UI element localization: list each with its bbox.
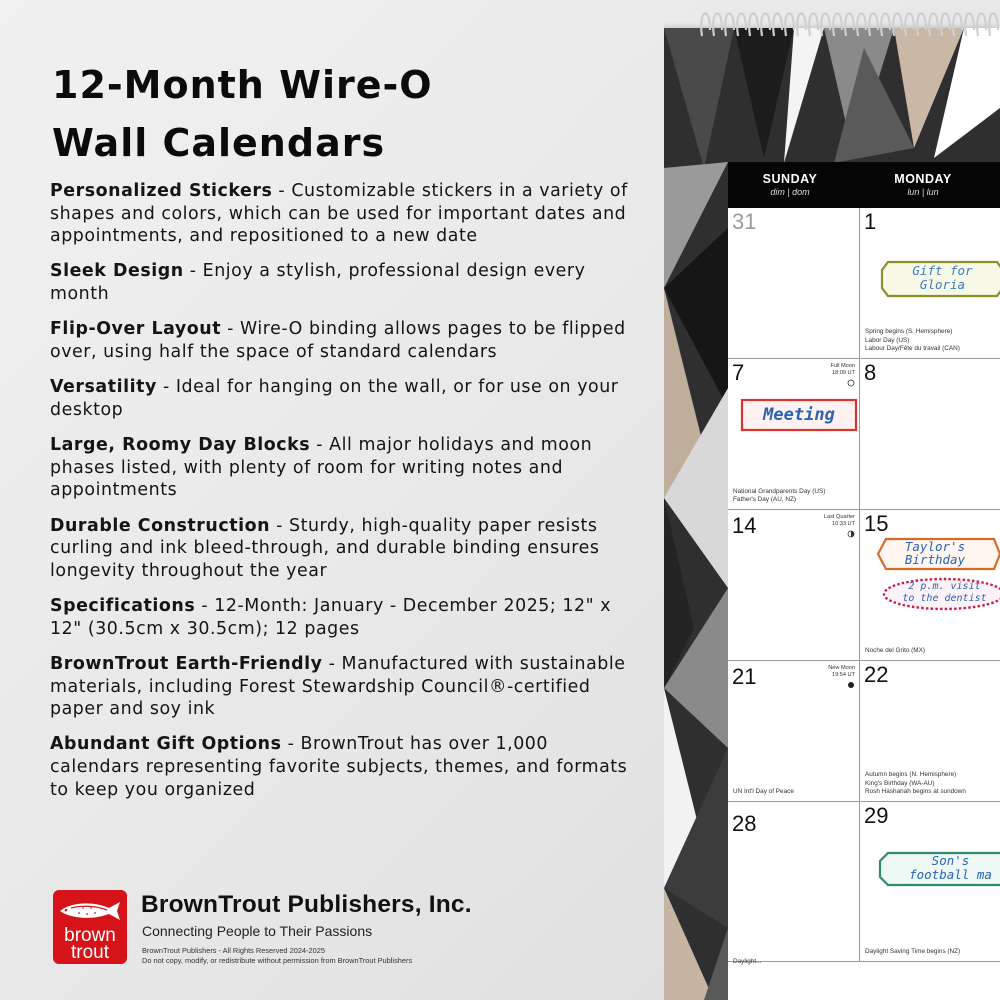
holiday-text: Daylight Saving Time begins (NZ) <box>865 948 961 956</box>
day-number: 21 <box>732 664 757 689</box>
feature-text: - Customizable stickers in a variety of shapes and colors, which can be used for important dates and appointments, and repositioned to a new date <box>50 181 628 247</box>
holiday-text: National Grandparents Day (US) <box>733 487 826 495</box>
sticker-meeting[interactable] <box>740 397 858 433</box>
day-cell <box>860 359 1000 510</box>
holiday-text: King's Birthday (WA-AU) <box>865 779 935 787</box>
day-number: 22 <box>864 662 889 687</box>
weekday-name: MONDAY <box>894 172 952 186</box>
day-number: 8 <box>864 360 877 385</box>
holiday-text: UN Int'l Day of Peace <box>733 788 794 796</box>
day-cell <box>860 208 1000 359</box>
sticker-text-line: Taylor's <box>904 539 966 554</box>
feature-text: - Enjoy a stylish, professional design every month <box>50 261 586 305</box>
day-number: 15 <box>864 511 889 536</box>
sticker-text-line: 2 p.m. visit <box>908 581 981 592</box>
feature-name: Durable Construction <box>50 515 271 536</box>
moon-phase-time: 10:33 UT <box>831 521 855 527</box>
day-cell <box>860 661 1000 802</box>
sticker-text-line: football ma <box>909 867 992 882</box>
feature-item <box>50 515 635 583</box>
sticker-text-line: Son's <box>931 853 970 868</box>
moon-phase-time: 18:09 UT <box>831 370 855 376</box>
publisher-name: BrownTrout Publishers, Inc. <box>141 891 472 918</box>
day-cell <box>728 661 860 802</box>
holiday-list <box>865 771 993 797</box>
holiday-text: Rosh Hashanah begins at sundown <box>865 788 966 796</box>
sticker-text-line: to the dentist <box>902 593 987 604</box>
feature-item <box>50 180 635 248</box>
legal-line-2: Do not copy, modify, or redistribute without permission from BrownTrout Publishers <box>142 956 413 965</box>
holiday-list <box>865 948 993 957</box>
sticker-gift[interactable] <box>880 258 1000 300</box>
weekday-monday <box>858 172 988 198</box>
holiday-list <box>733 488 861 505</box>
day-cell <box>728 510 860 661</box>
moon-phase-name: New Moon <box>828 665 855 671</box>
day-cell <box>860 802 1000 962</box>
feature-item <box>50 733 635 801</box>
day-cell <box>728 208 860 359</box>
sticker-text-line: Birthday <box>904 552 966 567</box>
full-moon-icon <box>847 379 855 387</box>
holiday-list <box>865 328 993 354</box>
feature-item <box>50 376 635 421</box>
feature-text: - Manufactured with sustainable materials, including Forest Stewardship Council®-certified paper and soy ink <box>50 653 626 720</box>
sticker-football[interactable] <box>878 850 1000 888</box>
holiday-text: Father's Day (AU, NZ) <box>733 496 797 504</box>
feature-name: Flip-Over Layout <box>50 319 222 340</box>
holiday-list <box>865 647 993 656</box>
moon-phase-time: 19:54 UT <box>831 672 855 678</box>
sticker-text-line: Meeting <box>763 405 835 425</box>
day-number: 7 <box>732 360 745 385</box>
feature-text: - 12-Month: January - December 2025; 12" x 12" (30.5cm x 30.5cm); 12 pages <box>50 596 612 639</box>
wire-o-binding <box>694 0 1000 40</box>
title-line-2: Wall Calendars <box>52 121 386 165</box>
calendar-grid <box>728 162 1000 1000</box>
feature-item <box>50 260 635 305</box>
holiday-text: Labor Day (US) <box>865 336 910 344</box>
sticker-text-line: Gift for <box>912 263 973 278</box>
day-cell <box>728 359 860 510</box>
publisher-legal <box>142 946 412 966</box>
moon-phase-name: Last Quarter <box>823 514 855 520</box>
moon-phase-label <box>830 363 855 377</box>
feature-name: Specifications <box>50 596 196 617</box>
last-quarter-moon-icon <box>847 530 855 538</box>
page-title <box>52 56 612 172</box>
day-cell <box>728 802 860 966</box>
sticker-dentist[interactable] <box>882 576 1000 612</box>
day-number: 28 <box>732 811 757 836</box>
weekday-header <box>728 162 1000 208</box>
moon-phase-label <box>824 514 855 528</box>
calendar-product-image <box>664 0 1000 1000</box>
feature-text: - All major holidays and moon phases listed, with plenty of room for writing notes and appointments <box>50 435 593 501</box>
feature-text: - Wire-O binding allows pages to be flipped over, using half the space of standard calendars <box>50 319 626 362</box>
moon-phase-label <box>828 665 855 679</box>
holiday-text: Spring begins (S. Hemisphere) <box>865 328 953 336</box>
feature-item <box>50 434 635 502</box>
holiday-text: Daylight... <box>733 958 762 966</box>
logo-text-brown: brown <box>64 925 116 946</box>
publisher-block <box>53 890 633 970</box>
weekday-translation: dim | dom <box>770 187 810 197</box>
feature-name: Large, Roomy Day Blocks <box>50 435 311 456</box>
publisher-tagline: Connecting People to Their Passions <box>142 923 373 939</box>
feature-list <box>50 180 635 814</box>
day-number: 14 <box>732 513 757 538</box>
feature-text: - Ideal for hanging on the wall, or for use on your desktop <box>50 377 619 420</box>
feature-text: - BrownTrout has over 1,000 calendars representing favorite subjects, themes, and formats to keep you organized <box>50 734 628 800</box>
legal-line-1: BrownTrout Publishers - All Rights Reserved 2024-2025 <box>142 946 325 955</box>
title-line-1: 12-Month Wire-O <box>52 63 433 107</box>
feature-name: Personalized Stickers <box>50 181 273 201</box>
weekday-name: SUNDAY <box>762 172 818 186</box>
day-cell <box>860 510 1000 661</box>
feature-name: BrownTrout Earth-Friendly <box>50 653 323 674</box>
browntrout-logo <box>53 890 127 964</box>
trout-fish-icon <box>57 896 123 924</box>
holiday-list <box>733 788 861 797</box>
feature-name: Abundant Gift Options <box>50 734 282 755</box>
holiday-text: Autumn begins (N. Hemisphere) <box>865 771 957 779</box>
weekday-sunday <box>725 172 855 198</box>
moon-phase-name: Full Moon <box>830 363 855 369</box>
weekday-translation: lun | lun <box>907 187 939 197</box>
feature-item <box>50 653 635 721</box>
day-number: 1 <box>864 209 877 234</box>
feature-item <box>50 318 635 363</box>
new-moon-icon <box>847 681 855 689</box>
day-number: 31 <box>732 209 757 234</box>
holiday-text: Noche del Grito (MX) <box>865 647 926 655</box>
feature-name: Sleek Design <box>50 261 184 282</box>
sticker-text-line: Gloria <box>919 277 966 292</box>
feature-name: Versatility <box>50 377 157 398</box>
sticker-birthday[interactable] <box>876 536 1000 572</box>
holiday-text: Labour Day/Fête du travail (CAN) <box>865 345 960 353</box>
holiday-list <box>733 958 861 967</box>
logo-text-trout: trout <box>70 942 110 963</box>
day-number: 29 <box>864 803 889 828</box>
feature-item <box>50 595 635 640</box>
feature-text: - Sturdy, high-quality paper resists curling and ink bleed-through, and durable binding ensures longevity throughout the year <box>50 515 600 581</box>
